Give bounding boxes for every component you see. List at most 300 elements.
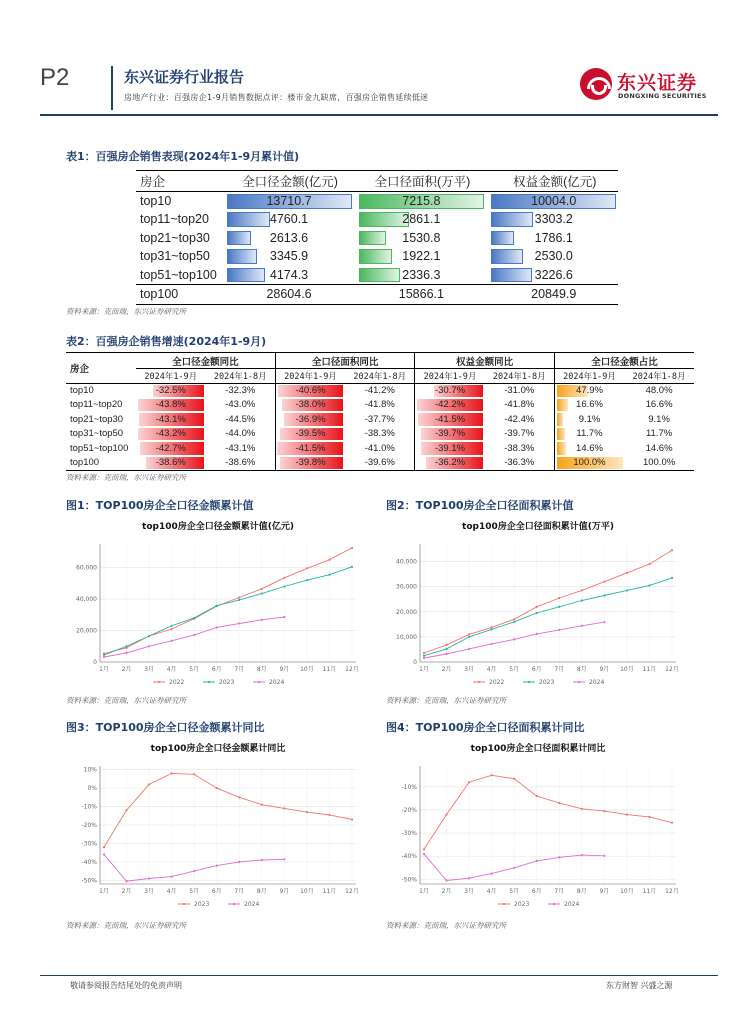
table2-cell-value: -39.5% bbox=[295, 428, 326, 440]
data-point bbox=[513, 621, 515, 623]
data-point bbox=[328, 574, 330, 576]
table2-cell-value: 9.1% bbox=[578, 413, 601, 425]
data-point bbox=[536, 860, 538, 862]
x-tick-label: 6月 bbox=[211, 666, 222, 673]
data-point bbox=[491, 628, 493, 630]
data-point bbox=[581, 589, 583, 591]
table1-cell-value: 3345.9 bbox=[269, 249, 309, 264]
table2-cell-value: 11.7% bbox=[576, 428, 603, 440]
table1-cell-value: 4760.1 bbox=[269, 212, 309, 227]
data-point bbox=[468, 633, 470, 635]
table2-cell-value: -43.1% bbox=[225, 442, 256, 454]
data-point bbox=[216, 864, 218, 866]
data-point bbox=[351, 818, 353, 820]
footer-slogan: 东方财智 兴盛之源 bbox=[606, 981, 673, 990]
header-rule bbox=[40, 114, 718, 116]
table1-cell-value: 4174.3 bbox=[269, 267, 309, 282]
x-tick-label: 12月 bbox=[345, 888, 359, 895]
table2-cell-value: -38.3% bbox=[504, 442, 535, 454]
table2-cell-value: 48.0% bbox=[645, 385, 673, 396]
y-tick-label: -10% bbox=[401, 783, 417, 791]
data-point bbox=[423, 655, 425, 657]
chart2-title: top100房企全口径面积累计值(万平) bbox=[462, 522, 614, 532]
data-point bbox=[216, 787, 218, 789]
x-tick-label: 12月 bbox=[345, 666, 359, 673]
x-tick-label: 4月 bbox=[486, 666, 497, 673]
y-tick-label: 40,000 bbox=[396, 558, 417, 566]
table1-title: 表1：百强房企销售表现(2024年1-9月累计值) bbox=[66, 150, 300, 163]
data-point bbox=[558, 597, 560, 599]
table2-cell-value: -41.5% bbox=[434, 413, 466, 425]
x-tick-label: 10月 bbox=[620, 666, 634, 673]
data-point bbox=[468, 636, 470, 638]
data-point bbox=[491, 774, 493, 776]
table2-cell-value: -38.0% bbox=[295, 399, 326, 411]
footer-disclaimer: 敬请参阅报告结尾处的免责声明 bbox=[70, 981, 182, 990]
table2-title: 表2：百强房企销售增速(2024年1-9月) bbox=[66, 335, 267, 348]
data-point bbox=[171, 640, 173, 642]
series-line-2023 bbox=[104, 773, 352, 847]
table2-row-name: top21~top30 bbox=[70, 413, 124, 425]
table1-data-bar bbox=[359, 268, 400, 283]
data-point bbox=[261, 619, 263, 621]
table2-row-name: top10 bbox=[70, 385, 94, 396]
data-point bbox=[581, 625, 583, 627]
x-tick-label: 6月 bbox=[211, 888, 222, 895]
table2-cell-value: 100.0% bbox=[642, 457, 676, 468]
data-point bbox=[103, 846, 105, 848]
legend-marker bbox=[528, 681, 530, 683]
table1-cell-value: 2336.3 bbox=[402, 267, 441, 282]
table1-data-bar bbox=[227, 231, 251, 246]
data-point bbox=[103, 654, 105, 656]
data-point bbox=[671, 577, 673, 579]
legend-label: 2023 bbox=[514, 901, 530, 908]
company-logo-icon bbox=[580, 68, 612, 100]
x-tick-label: 11月 bbox=[642, 666, 657, 673]
table2-cell-value: -39.8% bbox=[295, 457, 326, 468]
table2-cell-value: -39.7% bbox=[434, 428, 466, 440]
table1 bbox=[136, 170, 618, 305]
legend-marker bbox=[183, 903, 185, 905]
y-tick-label: 10% bbox=[83, 766, 97, 774]
table2-row-name: top31~top50 bbox=[70, 428, 124, 440]
data-point bbox=[261, 588, 263, 590]
x-tick-label: 10月 bbox=[300, 666, 314, 673]
table2-cell-value: 47.9% bbox=[576, 385, 603, 396]
x-tick-label: 9月 bbox=[279, 888, 290, 895]
data-point bbox=[558, 856, 560, 858]
data-point bbox=[445, 648, 447, 650]
x-tick-label: 8月 bbox=[576, 888, 587, 895]
data-point bbox=[103, 656, 105, 658]
y-tick-label: 0 bbox=[93, 659, 97, 666]
legend-marker bbox=[233, 903, 235, 905]
header-divider bbox=[111, 66, 113, 110]
data-point bbox=[603, 810, 605, 812]
data-point bbox=[125, 652, 127, 654]
table1-cell-value: 3303.2 bbox=[534, 212, 573, 227]
data-point bbox=[193, 617, 195, 619]
chart2-svg bbox=[386, 532, 690, 687]
data-point bbox=[491, 872, 493, 874]
data-point bbox=[513, 778, 515, 780]
data-point bbox=[536, 795, 538, 797]
table2-cell-value: -43.8% bbox=[155, 399, 186, 411]
table1-row bbox=[136, 266, 618, 285]
data-point bbox=[648, 584, 650, 586]
data-point bbox=[261, 592, 263, 594]
series-line-2023 bbox=[104, 567, 352, 655]
table2-row-name: top100 bbox=[66, 456, 136, 471]
y-tick-label: -30% bbox=[81, 840, 97, 848]
table2-cell-value: -36.9% bbox=[295, 413, 326, 425]
table1-cell-value: 13710.7 bbox=[266, 194, 312, 208]
table2-cell-value: -41.8% bbox=[504, 399, 535, 411]
table2-subheader: 2024年1-9月 bbox=[136, 369, 206, 384]
table1-total-value: 15866.1 bbox=[398, 287, 444, 301]
data-point bbox=[216, 605, 218, 607]
table2-cell-value: -43.2% bbox=[155, 428, 186, 440]
table2-subheader: 2024年1-9月 bbox=[275, 369, 345, 384]
data-point bbox=[491, 626, 493, 628]
y-tick-label: -10% bbox=[81, 803, 97, 811]
table2-cell-value: -41.8% bbox=[364, 399, 395, 411]
data-point bbox=[283, 577, 285, 579]
table1-row bbox=[136, 229, 618, 248]
x-tick-label: 3月 bbox=[464, 666, 475, 673]
x-tick-label: 8月 bbox=[256, 666, 267, 673]
y-tick-label: -40% bbox=[81, 858, 97, 866]
data-point bbox=[536, 606, 538, 608]
series-line-2022 bbox=[104, 548, 352, 654]
x-tick-label: 5月 bbox=[509, 888, 520, 895]
data-point bbox=[468, 877, 470, 879]
x-tick-label: 8月 bbox=[576, 666, 587, 673]
table2-cell-value: -43.1% bbox=[155, 413, 186, 425]
table2-cell-value: -32.3% bbox=[225, 385, 256, 396]
logo-text-en: DONGXING SECURITIES bbox=[618, 92, 707, 100]
table2-cell-value: -38.6% bbox=[155, 457, 186, 468]
table2-subheader: 2024年1-9月 bbox=[415, 369, 485, 384]
table2-cell-value: -41.2% bbox=[364, 385, 395, 396]
table1-cell-value: 3226.6 bbox=[534, 267, 573, 282]
y-tick-label: -20% bbox=[81, 822, 97, 829]
table1-row bbox=[136, 210, 618, 229]
series-line-2023 bbox=[424, 775, 672, 849]
data-point bbox=[513, 638, 515, 640]
data-point bbox=[648, 563, 650, 565]
table2-group-header: 全口径面积同比 bbox=[275, 353, 415, 369]
chart1-svg bbox=[66, 532, 370, 687]
table2-header: 房企 bbox=[66, 353, 136, 384]
data-point bbox=[193, 634, 195, 636]
table1-data-bar bbox=[491, 268, 531, 283]
data-point bbox=[581, 599, 583, 601]
x-tick-label: 2月 bbox=[441, 888, 452, 895]
data-point bbox=[125, 645, 127, 647]
table2-cell-value: 16.6% bbox=[645, 399, 673, 411]
figure2-source: 资料来源：克而瑞，东兴证券研究所 bbox=[386, 696, 506, 705]
table2-subheader: 2024年1-8月 bbox=[624, 369, 694, 384]
y-tick-label: -20% bbox=[401, 806, 417, 814]
table1-data-bar bbox=[227, 212, 270, 227]
table2-group-header: 全口径金额占比 bbox=[554, 353, 694, 369]
table1-row-name: top11~top20 bbox=[140, 212, 209, 227]
legend-label: 2022 bbox=[489, 679, 505, 686]
data-point bbox=[626, 813, 628, 815]
x-tick-label: 7月 bbox=[554, 666, 565, 673]
page-number: P2 bbox=[40, 64, 70, 91]
data-point bbox=[306, 567, 308, 569]
chart4-container bbox=[386, 736, 690, 908]
report-subtitle: 房地产行业：百强房企1-9月销售数据点评：楼市金九缺席，百强房企销售延续低迷 bbox=[124, 93, 429, 102]
table2-cell-value: -31.0% bbox=[504, 385, 535, 396]
data-point bbox=[603, 621, 605, 623]
legend-label: 2022 bbox=[169, 679, 185, 686]
x-tick-label: 3月 bbox=[144, 888, 155, 895]
table1-row-name: top31~top50 bbox=[140, 249, 210, 264]
data-point bbox=[193, 870, 195, 872]
table2-cell-value: -41.5% bbox=[295, 442, 326, 454]
y-tick-label: -30% bbox=[401, 830, 417, 838]
y-tick-label: -40% bbox=[401, 853, 417, 861]
table1-header: 全口径金额(亿元) bbox=[242, 175, 338, 189]
table1-cell-value: 1922.1 bbox=[402, 249, 441, 264]
x-tick-label: 6月 bbox=[531, 666, 542, 673]
data-point bbox=[671, 822, 673, 824]
data-point bbox=[423, 848, 425, 850]
data-point bbox=[283, 858, 285, 860]
data-point bbox=[261, 859, 263, 861]
x-tick-label: 7月 bbox=[234, 888, 245, 895]
data-point bbox=[283, 807, 285, 809]
table1-header: 房企 bbox=[140, 175, 166, 189]
table2-cell-value: -42.2% bbox=[434, 399, 466, 411]
data-point bbox=[581, 854, 583, 856]
x-tick-label: 5月 bbox=[189, 888, 200, 895]
data-point bbox=[536, 612, 538, 614]
x-tick-label: 4月 bbox=[166, 888, 177, 895]
legend-label: 2024 bbox=[589, 679, 605, 686]
data-point bbox=[148, 877, 150, 879]
table1-row-name: top10 bbox=[140, 194, 172, 208]
table2-cell-value: 100.0% bbox=[573, 457, 606, 468]
table2-cell-value: -42.7% bbox=[155, 442, 186, 454]
data-point bbox=[626, 589, 628, 591]
data-point bbox=[513, 618, 515, 620]
figure4-title: 图4：TOP100房企全口径面积累计同比 bbox=[386, 721, 585, 734]
table2-cell-value: -36.2% bbox=[434, 457, 466, 468]
data-point bbox=[148, 645, 150, 647]
legend-marker bbox=[478, 681, 480, 683]
x-tick-label: 2月 bbox=[121, 888, 132, 895]
figure2-title: 图2：TOP100房企全口径面积累计值 bbox=[386, 499, 574, 512]
table2-subheader: 2024年1-8月 bbox=[206, 369, 276, 384]
y-tick-label: 10,000 bbox=[396, 633, 417, 641]
table2-row bbox=[66, 383, 694, 398]
data-point bbox=[513, 867, 515, 869]
data-point bbox=[558, 629, 560, 631]
data-point bbox=[491, 643, 493, 645]
data-point bbox=[171, 772, 173, 774]
table2-cell-value: 14.6% bbox=[645, 442, 673, 454]
figure4-source: 资料来源：克而瑞，东兴证券研究所 bbox=[386, 921, 506, 930]
figure1-title: 图1：TOP100房企全口径金额累计值 bbox=[66, 499, 254, 512]
x-tick-label: 2月 bbox=[121, 666, 132, 673]
data-point bbox=[103, 853, 105, 855]
table2-cell-value: -38.3% bbox=[364, 428, 395, 440]
table1-row-name: top51~top100 bbox=[140, 267, 217, 282]
legend-marker bbox=[553, 903, 555, 905]
table1-header: 全口径面积(万平) bbox=[374, 175, 471, 189]
data-point bbox=[558, 802, 560, 804]
table1-total-value: 20849.9 bbox=[531, 287, 577, 301]
table2-subheader: 2024年1-8月 bbox=[485, 369, 555, 384]
table1-row bbox=[136, 247, 618, 266]
footer-rule bbox=[40, 975, 718, 976]
data-point bbox=[306, 579, 308, 581]
legend-marker bbox=[503, 903, 505, 905]
data-point bbox=[148, 635, 150, 637]
table1-cell-value: 2613.6 bbox=[269, 230, 309, 245]
data-point bbox=[558, 606, 560, 608]
data-point bbox=[238, 861, 240, 863]
x-tick-label: 6月 bbox=[531, 888, 542, 895]
data-point bbox=[468, 781, 470, 783]
x-tick-label: 1月 bbox=[99, 888, 109, 895]
data-point bbox=[351, 547, 353, 549]
data-point bbox=[283, 585, 285, 587]
table1-data-bar bbox=[491, 212, 532, 227]
data-point bbox=[306, 811, 308, 813]
x-tick-label: 5月 bbox=[509, 666, 520, 673]
y-tick-label: 20,000 bbox=[76, 627, 97, 635]
table1-data-bar bbox=[227, 268, 265, 283]
table2-row bbox=[66, 412, 694, 427]
table2-cell-value: 14.6% bbox=[576, 442, 603, 454]
legend-label: 2023 bbox=[539, 679, 555, 686]
table1-header: 权益金额(亿元) bbox=[513, 175, 597, 189]
x-tick-label: 7月 bbox=[234, 666, 245, 673]
table2-group-header: 权益金额同比 bbox=[415, 353, 555, 369]
data-point bbox=[238, 596, 240, 598]
figure3-source: 资料来源：克而瑞，东兴证券研究所 bbox=[66, 921, 186, 930]
data-point bbox=[445, 813, 447, 815]
table1-cell-value: 2530.0 bbox=[534, 249, 573, 264]
data-point bbox=[328, 814, 330, 816]
series-line-2022 bbox=[424, 550, 672, 653]
data-point bbox=[216, 626, 218, 628]
x-tick-label: 1月 bbox=[419, 666, 429, 673]
x-tick-label: 11月 bbox=[642, 888, 657, 895]
table2-cell-value: -32.5% bbox=[155, 385, 186, 396]
table1-cell-value: 1786.1 bbox=[534, 230, 573, 245]
x-tick-label: 5月 bbox=[189, 666, 200, 673]
x-tick-label: 11月 bbox=[322, 666, 337, 673]
table2-source: 资料来源：克而瑞，东兴证券研究所 bbox=[66, 473, 186, 482]
table1-row bbox=[136, 192, 618, 211]
table2-cell-value: -37.7% bbox=[364, 413, 395, 425]
legend-marker bbox=[258, 681, 260, 683]
table2-cell-value: -44.5% bbox=[225, 413, 256, 425]
x-tick-label: 9月 bbox=[279, 666, 290, 673]
legend-label: 2024 bbox=[269, 679, 285, 686]
data-point bbox=[468, 648, 470, 650]
table1-data-bar bbox=[491, 231, 513, 246]
chart3-container bbox=[66, 736, 370, 908]
report-title: 东兴证券行业报告 bbox=[124, 68, 245, 86]
table2-cell-value: -41.0% bbox=[364, 442, 395, 454]
data-point bbox=[423, 652, 425, 654]
table1-data-bar bbox=[227, 249, 258, 264]
y-tick-label: 60,000 bbox=[76, 564, 97, 572]
data-point bbox=[536, 633, 538, 635]
x-tick-label: 2月 bbox=[441, 666, 452, 673]
data-point bbox=[125, 809, 127, 811]
x-tick-label: 4月 bbox=[486, 888, 497, 895]
table1-cell-value: 10004.0 bbox=[531, 194, 577, 208]
data-point bbox=[603, 594, 605, 596]
table1-total-value: 28604.6 bbox=[266, 287, 312, 301]
table1-data-bar bbox=[359, 231, 386, 246]
y-tick-label: 40,000 bbox=[76, 596, 97, 604]
table1-total-name: top100 bbox=[136, 284, 225, 304]
data-point bbox=[125, 880, 127, 882]
logo-text-cn: 东兴证券 bbox=[617, 72, 698, 94]
data-point bbox=[328, 559, 330, 561]
data-point bbox=[193, 773, 195, 775]
data-point bbox=[423, 853, 425, 855]
table2-row-name: top51~top100 bbox=[70, 442, 129, 454]
legend-label: 2023 bbox=[219, 679, 235, 686]
table2-cell-value: -40.6% bbox=[295, 385, 326, 396]
data-point bbox=[603, 855, 605, 857]
figure3-title: 图3：TOP100房企全口径金额累计同比 bbox=[66, 721, 265, 734]
data-point bbox=[238, 796, 240, 798]
data-point bbox=[238, 622, 240, 624]
data-point bbox=[238, 599, 240, 601]
table2-row bbox=[66, 441, 694, 456]
table2-data-bar bbox=[557, 399, 568, 412]
table2-row bbox=[66, 427, 694, 442]
table2-cell-value: -43.0% bbox=[225, 399, 256, 411]
table2-subheader: 2024年1-9月 bbox=[554, 369, 624, 384]
x-tick-label: 1月 bbox=[99, 666, 109, 673]
table2-cell-value: -39.1% bbox=[434, 442, 466, 454]
data-point bbox=[445, 879, 447, 881]
x-tick-label: 7月 bbox=[554, 888, 565, 895]
table2-row bbox=[66, 456, 694, 471]
table2 bbox=[66, 352, 694, 471]
data-point bbox=[171, 625, 173, 627]
table1-source: 资料来源：克而瑞，东兴证券研究所 bbox=[66, 307, 186, 316]
table2-cell-value: -39.6% bbox=[364, 457, 395, 468]
legend-label: 2023 bbox=[194, 901, 210, 908]
series-line-2023 bbox=[424, 578, 672, 656]
x-tick-label: 3月 bbox=[464, 888, 475, 895]
table2-row-name: top11~top20 bbox=[70, 399, 123, 411]
chart2-container bbox=[386, 514, 690, 686]
x-tick-label: 10月 bbox=[300, 888, 314, 895]
legend-label: 2024 bbox=[564, 901, 580, 908]
table2-data-bar bbox=[557, 428, 565, 441]
data-point bbox=[283, 616, 285, 618]
figure1-source: 资料来源：克而瑞，东兴证券研究所 bbox=[66, 696, 186, 705]
table2-cell-value: -42.4% bbox=[504, 413, 535, 425]
chart3-title: top100房企全口径金额累计同比 bbox=[150, 744, 286, 754]
table2-cell-value: 16.6% bbox=[576, 399, 603, 411]
